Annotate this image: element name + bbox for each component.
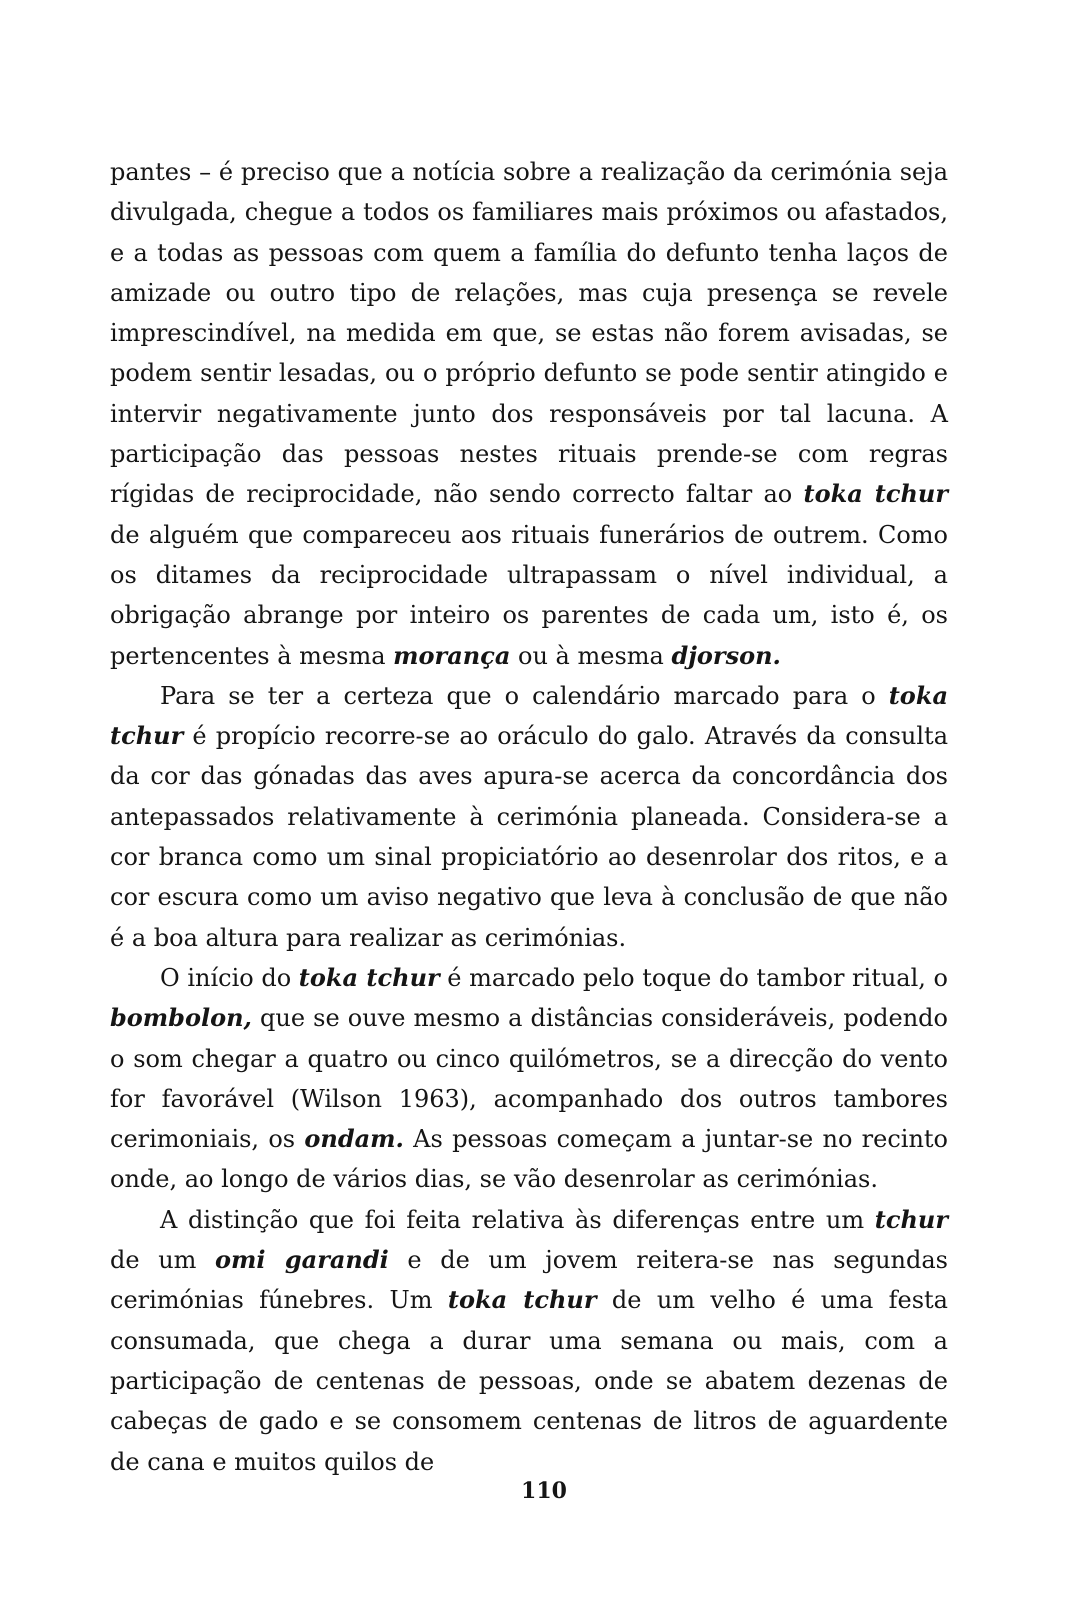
page-body [110, 152, 948, 1482]
italic-term: toka tchur [803, 479, 948, 509]
text-run: que se ouve mesmo a distâncias consideráveis, podendo o som chegar a quatro ou cinco quilómetros, se a direcção do vento for favorável (Wilson 1963), acompanhado dos outros tambores cerimoniais, os [110, 1004, 948, 1154]
paragraph [110, 676, 948, 958]
italic-term: bombolon, [110, 1003, 252, 1033]
text-run: Para se ter a certeza que o calendário marcado para o [160, 681, 889, 710]
paragraph [110, 152, 948, 676]
text-run: ou à mesma [510, 641, 672, 670]
text-run: de alguém que compareceu aos rituais funerários de outrem. Como os ditames da reciprocidade ultrapassam o nível individual, a obrigação abrange por inteiro os parentes de cada um, isto é, os pertencentes à mesma [110, 520, 948, 670]
italic-term: toka tchur [110, 680, 948, 751]
italic-term: morança [393, 640, 511, 670]
text-run: é propício recorre-se ao oráculo do galo. Através da consulta da cor das gónadas das aves apura-se acerca da concordância dos antepassados relativamente à cerimónia planeada. Considera-se a cor branca como um sinal propiciatório ao desenrolar dos ritos, e a cor escura como um aviso negativo que leva à conclusão de que não é a boa altura para realizar as cerimónias. [110, 722, 948, 952]
text-run: e de um jovem reitera-se nas segundas cerimónias fúnebres. Um [110, 1246, 948, 1315]
text-run: é marcado pelo toque do tambor ritual, o [439, 963, 949, 992]
italic-term: toka tchur [298, 962, 440, 992]
text-run: de um velho é uma festa consumada, que chega a durar uma semana ou mais, com a participação de centenas de pessoas, onde se abatem dezenas de cabeças de gado e se consomem centenas de litros de aguardente de cana e muitos quilos de [110, 1286, 948, 1476]
page-number: 110 [521, 1478, 567, 1504]
italic-term: omi garandi [215, 1245, 389, 1275]
italic-term: toka tchur [447, 1285, 597, 1315]
text-run: de um [110, 1246, 216, 1275]
italic-term: djorson. [671, 640, 781, 670]
text-run: pantes – é preciso que a notícia sobre a realização da cerimónia seja divulgada, chegue a todos os familiares mais próximos ou afastados, e a todas as pessoas com quem a família do defunto tenha laços de amizade ou outro tipo de relações, mas cuja presença se revele imprescindível, na medida em que, se estas não forem avisadas, se podem sentir lesadas, ou o próprio defunto se pode sentir atingido e intervir negativamente junto dos responsáveis por tal lacuna. A participação das pessoas nestes rituais prende-se com regras rígidas de reciprocidade, não sendo correcto faltar ao [110, 158, 948, 509]
text-run: As pessoas começam a juntar-se no recinto onde, ao longo de vários dias, se vão desenrolar as cerimónias. [110, 1125, 948, 1194]
text-run: O início do [160, 963, 299, 992]
italic-term: ondam. [304, 1124, 404, 1154]
text-run: A distinção que foi feita relativa às diferenças entre um [160, 1205, 875, 1234]
italic-term: tchur [874, 1204, 948, 1234]
paragraph [110, 1200, 948, 1482]
paragraph [110, 958, 948, 1200]
